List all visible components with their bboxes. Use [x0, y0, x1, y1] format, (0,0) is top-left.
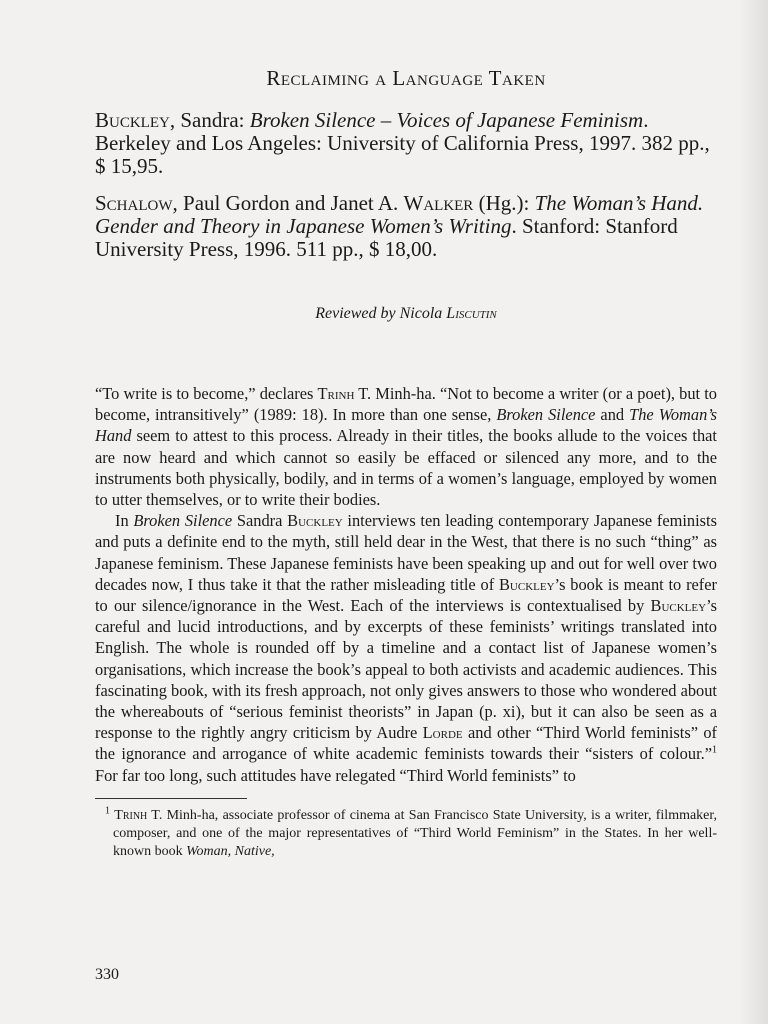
page-number: 330	[95, 966, 119, 983]
book-title: The Woman’s Hand	[95, 405, 717, 446]
publisher-info: . Stanford: Stanford University Press, 1996. 511 pp., $ 18,00.	[95, 214, 678, 261]
author-firstname: , Sandra:	[169, 108, 250, 132]
author-lastname: Walker	[403, 191, 474, 215]
author-name: Buckley	[287, 511, 343, 531]
footnote-divider	[95, 798, 247, 799]
footnote-text: T. Minh-ha, associate professor of cinema at San Francisco State University, is a writer, filmmaker, composer, and one of the major representatives of “Third World Feminism” in the States. In her well-known book	[113, 807, 717, 859]
text-run: ’s careful and lucid introductions, and by excerpts of these feminists’ writings translated into English. The whole is rounded off by a timeline and a contact list of Japanese women’s organisations, which increase the book’s appeal to both activists and academic audiences. This fascinating book, with its fresh approach, not only gives answers to those who wondered about the whereabouts of “serious feminist theorists” in Japan (p. xi), but it can also be seen as a response to the rightly angry criticism by Audre	[95, 596, 717, 743]
book-title: Woman, Native,	[186, 843, 275, 859]
text-run: “To write is to become,” declares	[95, 384, 318, 403]
author-name: Trinh	[317, 384, 355, 403]
bibliography-entry-2	[95, 192, 717, 261]
book-title: Broken Silence – Voices of Japanese Feminism	[249, 108, 644, 132]
text-run: T. Minh-ha. “Not to become a writer (or a poet), but to become, intransitively” (1989: 18). In more than one sense,	[95, 384, 717, 425]
author-names: , Paul Gordon and Janet A.	[172, 191, 404, 215]
author-name: Trinh	[114, 807, 148, 823]
author-lastname: Buckley	[95, 108, 170, 132]
text-run: Sandra	[232, 511, 288, 531]
text-run: seem to attest to this process. Already in their titles, the books allude to the voices that are now heard and which cannot so easily be effaced or silenced any more, and to the instruments both physically, bodily, and in terms of a women’s language, employed by women to utter themselves, or to write their bodies.	[95, 426, 717, 510]
footnote-number: 1	[105, 805, 110, 817]
author-name: Buckley	[650, 596, 707, 616]
publisher-info: . Berkeley and Los Angeles: University of California Press, 1997. 382 pp., $ 15,95.	[95, 108, 710, 178]
bibliography-entry-1	[95, 109, 717, 178]
body-text	[95, 383, 717, 786]
article-content	[95, 66, 717, 861]
author-name: Lorde	[422, 723, 463, 743]
text-run: interviews ten leading contemporary Japanese feminists and puts a definite end to the myth, still held dear in the West, that there is no such “thing” as Japanese feminism. These Japanese feminists have been speaking up and out for well over two decades now, I thus take it that the rather misleading title of	[95, 511, 717, 594]
author-name: Buckley	[499, 574, 555, 594]
text-run: ’s book is meant to refer to our silence/ignorance in the West. Each of the interviews is contextualised by	[95, 574, 717, 616]
author-lastname: Schalow	[95, 191, 173, 215]
text-run: For far too long, such attitudes have relegated “Third World feminists” to	[95, 765, 576, 785]
title-text: Reclaiming a Language Taken	[266, 66, 546, 90]
text-run: In	[115, 511, 134, 531]
editor-marker: (Hg.):	[473, 191, 535, 215]
book-title: Broken Silence	[496, 405, 596, 425]
article-title	[95, 66, 717, 91]
text-run: and	[595, 405, 630, 425]
paragraph-2	[95, 510, 717, 786]
book-title: The Woman’s Hand. Gender and Theory in Japanese Women’s Writing	[95, 191, 704, 238]
reviewer-prefix: Reviewed by Nicola	[315, 305, 447, 322]
reviewer-lastname: Liscutin	[446, 305, 497, 322]
text-run: and other “Third World feminists” of the ignorance and arrogance of white academic feminists towards their “sisters of colour.”	[95, 723, 717, 764]
footnote-1	[95, 807, 717, 861]
book-title: Broken Silence	[133, 511, 233, 531]
footnote-reference[interactable]: 1	[712, 744, 717, 756]
page-edge-shadow	[738, 0, 768, 1024]
paragraph-1	[95, 383, 717, 510]
reviewer-line	[95, 305, 717, 323]
